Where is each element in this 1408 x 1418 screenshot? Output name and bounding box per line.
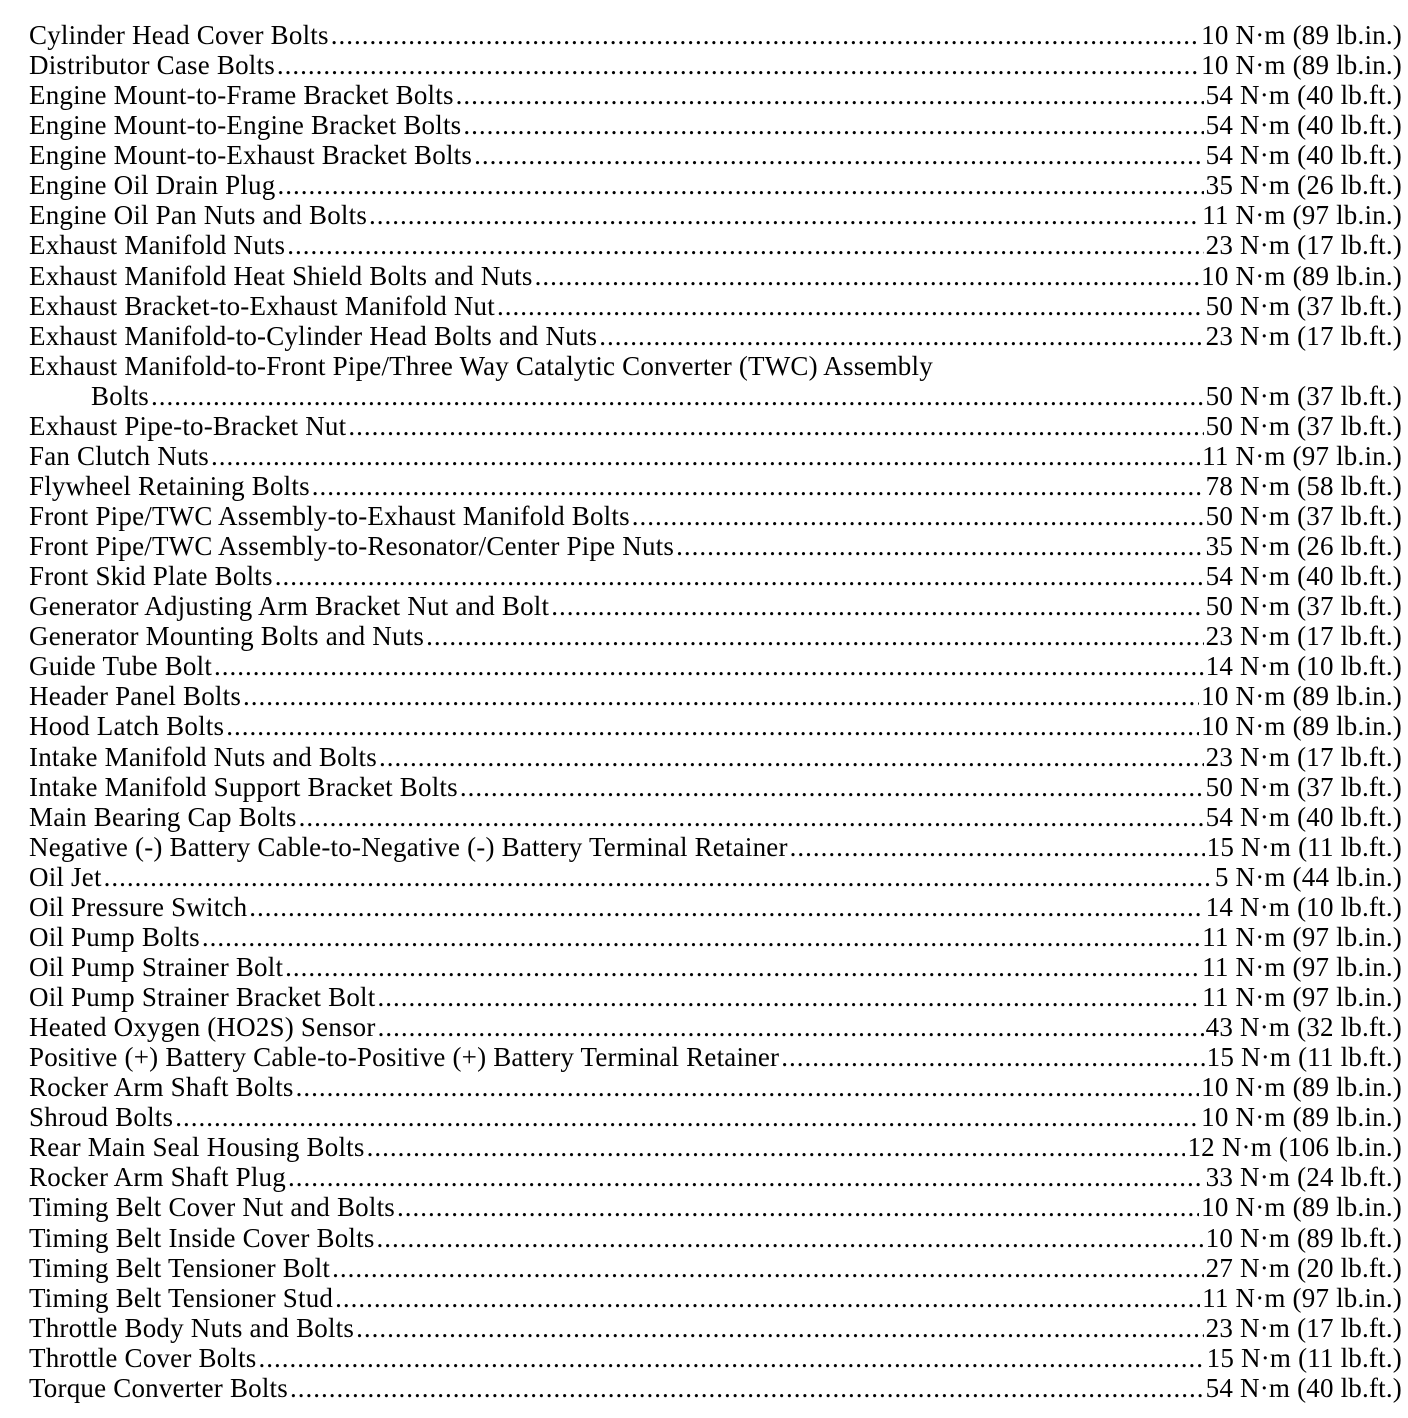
- spec-value: 54 N·m (40 lb.ft.): [1205, 801, 1402, 832]
- spec-value: 23 N·m (17 lb.ft.): [1205, 1312, 1402, 1343]
- spec-row: [29, 711, 1402, 741]
- spec-value: 14 N·m (10 lb.ft.): [1205, 891, 1402, 922]
- spec-row: [29, 501, 1402, 531]
- spec-row: [29, 1072, 1402, 1102]
- spec-label: Bolts: [91, 380, 150, 411]
- spec-value: 50 N·m (37 lb.ft.): [1205, 380, 1402, 411]
- dot-leader: [535, 261, 1200, 291]
- spec-value: 33 N·m (24 lb.ft.): [1205, 1162, 1402, 1193]
- spec-value: 78 N·m (58 lb.ft.): [1205, 470, 1402, 501]
- spec-label: Oil Pump Strainer Bracket Bolt: [29, 982, 376, 1012]
- spec-label: Exhaust Pipe-to-Bracket Nut: [29, 410, 347, 441]
- dot-leader: [275, 561, 1204, 591]
- spec-label: Oil Jet: [29, 861, 102, 892]
- spec-row: [29, 261, 1402, 291]
- spec-label: Intake Manifold Nuts and Bolts: [29, 741, 377, 772]
- spec-row: [29, 1223, 1402, 1253]
- spec-value: 12 N·m (106 lb.in.): [1187, 1132, 1402, 1163]
- dot-leader: [243, 681, 1199, 711]
- spec-label: Rocker Arm Shaft Bolts: [29, 1072, 294, 1103]
- spec-label: Header Panel Bolts: [29, 681, 242, 712]
- spec-label: Negative (-) Battery Cable-to-Negative (-) Battery Terminal Retainer: [29, 831, 788, 862]
- dot-leader: [104, 862, 1213, 892]
- spec-row: [29, 621, 1402, 651]
- dot-leader: [781, 1042, 1204, 1072]
- spec-row: [29, 531, 1402, 561]
- spec-row: [29, 200, 1402, 230]
- dot-leader: [335, 1283, 1200, 1313]
- spec-label: Exhaust Bracket-to-Exhaust Manifold Nut: [29, 290, 495, 321]
- torque-spec-list: [29, 20, 1402, 1403]
- dot-leader: [790, 832, 1205, 862]
- dot-leader: [599, 321, 1203, 351]
- spec-row: [29, 922, 1402, 952]
- spec-label: Distributor Case Bolts: [29, 50, 275, 81]
- spec-label: Shroud Bolts: [29, 1102, 174, 1133]
- spec-row: [29, 110, 1402, 140]
- spec-value: 23 N·m (17 lb.ft.): [1205, 621, 1402, 652]
- dot-leader: [378, 1012, 1204, 1042]
- spec-value: 10 N·m (89 lb.in.): [1201, 1102, 1402, 1133]
- spec-label: Fan Clutch Nuts: [29, 440, 210, 471]
- spec-value: 10 N·m (89 lb.in.): [1201, 20, 1402, 50]
- spec-value: 54 N·m (40 lb.ft.): [1205, 1372, 1402, 1403]
- spec-label: Timing Belt Tensioner Bolt: [29, 1252, 331, 1283]
- spec-label: Oil Pump Bolts: [29, 921, 200, 952]
- dot-leader: [356, 1313, 1204, 1343]
- spec-label: Generator Adjusting Arm Bracket Nut and Bolt: [29, 591, 550, 622]
- spec-row: [29, 1343, 1402, 1373]
- spec-value: 10 N·m (89 lb.in.): [1201, 260, 1402, 291]
- dot-leader: [348, 411, 1203, 441]
- spec-row: [29, 832, 1402, 862]
- dot-leader: [332, 1253, 1204, 1283]
- spec-value: 10 N·m (89 lb.in.): [1201, 711, 1402, 742]
- dot-leader: [312, 471, 1204, 501]
- dot-leader: [463, 110, 1203, 140]
- spec-row: [29, 20, 1402, 50]
- spec-label: Torque Converter Bolts: [29, 1372, 288, 1403]
- spec-label: Oil Pump Strainer Bolt: [29, 951, 284, 982]
- spec-label: Timing Belt Tensioner Stud: [29, 1282, 334, 1313]
- spec-value: 23 N·m (17 lb.ft.): [1205, 741, 1402, 772]
- spec-label: Positive (+) Battery Cable-to-Positive (+) Battery Terminal Retainer: [29, 1042, 780, 1073]
- spec-label: Generator Mounting Bolts and Nuts: [29, 621, 425, 652]
- spec-row: [29, 170, 1402, 200]
- spec-row: [29, 892, 1402, 922]
- dot-leader: [151, 381, 1204, 411]
- spec-row: [29, 230, 1402, 260]
- spec-row: [29, 1162, 1402, 1192]
- dot-leader: [258, 1343, 1204, 1373]
- spec-value: 35 N·m (26 lb.ft.): [1205, 170, 1402, 201]
- dot-leader: [214, 651, 1204, 681]
- spec-row: [29, 952, 1402, 982]
- spec-row: [29, 862, 1402, 892]
- spec-row: [29, 1042, 1402, 1072]
- dot-leader: [369, 200, 1200, 230]
- spec-value: 15 N·m (11 lb.ft.): [1206, 1042, 1402, 1073]
- spec-label: Main Bearing Cap Bolts: [29, 801, 297, 832]
- dot-leader: [285, 952, 1200, 982]
- spec-value: 54 N·m (40 lb.ft.): [1205, 80, 1402, 111]
- spec-label: Hood Latch Bolts: [29, 711, 225, 742]
- spec-row: [29, 1102, 1402, 1132]
- spec-value: 10 N·m (89 lb.ft.): [1205, 1222, 1402, 1253]
- spec-value: 50 N·m (37 lb.ft.): [1205, 591, 1402, 622]
- spec-label: Oil Pressure Switch: [29, 891, 248, 922]
- spec-row: [29, 381, 1402, 411]
- dot-leader: [299, 802, 1204, 832]
- dot-leader: [287, 230, 1203, 260]
- spec-row: [29, 1373, 1402, 1403]
- spec-value: 54 N·m (40 lb.ft.): [1205, 110, 1402, 141]
- spec-label: Front Pipe/TWC Assembly-to-Resonator/Center Pipe Nuts: [29, 531, 675, 562]
- spec-row: [29, 1132, 1402, 1162]
- dot-leader: [202, 922, 1200, 952]
- spec-label: Front Pipe/TWC Assembly-to-Exhaust Manifold Bolts: [29, 501, 630, 531]
- spec-row: [29, 1283, 1402, 1313]
- dot-leader: [474, 140, 1204, 170]
- spec-label: Engine Mount-to-Engine Bracket Bolts: [29, 110, 462, 141]
- spec-label: Cylinder Head Cover Bolts: [29, 20, 329, 50]
- spec-label: Throttle Body Nuts and Bolts: [29, 1312, 355, 1343]
- spec-label: Heated Oxygen (HO2S) Sensor: [29, 1012, 376, 1043]
- spec-row: [29, 681, 1402, 711]
- spec-label: Intake Manifold Support Bracket Bolts: [29, 771, 458, 802]
- dot-leader: [551, 591, 1203, 621]
- spec-row: [29, 1253, 1402, 1283]
- spec-row: [29, 50, 1402, 80]
- dot-leader: [175, 1102, 1199, 1132]
- spec-row: [29, 742, 1402, 772]
- spec-label: Exhaust Manifold-to-Front Pipe/Three Way Catalytic Converter (TWC) Assembly: [29, 350, 933, 381]
- spec-value: 10 N·m (89 lb.in.): [1201, 1072, 1402, 1103]
- spec-value: 43 N·m (32 lb.ft.): [1205, 1012, 1402, 1043]
- spec-row: [29, 561, 1402, 591]
- spec-row: [29, 651, 1402, 681]
- spec-label: Engine Oil Pan Nuts and Bolts: [29, 200, 368, 231]
- spec-label: Flywheel Retaining Bolts: [29, 470, 310, 501]
- spec-value: 54 N·m (40 lb.ft.): [1205, 140, 1402, 171]
- dot-leader: [377, 1223, 1204, 1253]
- dot-leader: [377, 982, 1200, 1012]
- dot-leader: [397, 1192, 1199, 1222]
- dot-leader: [277, 170, 1203, 200]
- spec-label: Engine Oil Drain Plug: [29, 170, 276, 201]
- spec-value: 10 N·m (89 lb.in.): [1201, 50, 1402, 81]
- dot-leader: [632, 501, 1204, 531]
- spec-row: [29, 411, 1402, 441]
- spec-row: [29, 140, 1402, 170]
- spec-row: [29, 291, 1402, 321]
- spec-value: 50 N·m (37 lb.ft.): [1205, 290, 1402, 321]
- spec-row: [29, 591, 1402, 621]
- spec-label: Timing Belt Cover Nut and Bolts: [29, 1192, 395, 1223]
- dot-leader: [426, 621, 1204, 651]
- spec-value: 11 N·m (97 lb.in.): [1202, 921, 1402, 952]
- spec-label: Throttle Cover Bolts: [29, 1342, 257, 1373]
- spec-value: 50 N·m (37 lb.ft.): [1205, 410, 1402, 441]
- spec-value: 11 N·m (97 lb.in.): [1202, 200, 1402, 231]
- spec-label: Rear Main Seal Housing Bolts: [29, 1132, 365, 1163]
- spec-row: [29, 982, 1402, 1012]
- spec-value: 27 N·m (20 lb.ft.): [1205, 1252, 1402, 1283]
- dot-leader: [460, 772, 1204, 802]
- spec-row: [29, 802, 1402, 832]
- spec-value: 35 N·m (26 lb.ft.): [1205, 531, 1402, 562]
- spec-value: 50 N·m (37 lb.ft.): [1205, 501, 1402, 531]
- spec-value: 10 N·m (89 lb.in.): [1201, 681, 1402, 712]
- spec-row: [29, 441, 1402, 471]
- spec-label: Exhaust Manifold Nuts: [29, 230, 286, 261]
- spec-value: 5 N·m (44 lb.in.): [1214, 861, 1402, 892]
- spec-row: [29, 1313, 1402, 1343]
- dot-leader: [331, 20, 1199, 50]
- dot-leader: [249, 892, 1203, 922]
- spec-value: 11 N·m (97 lb.in.): [1202, 982, 1402, 1012]
- spec-value: 11 N·m (97 lb.in.): [1202, 1282, 1402, 1313]
- spec-label: Exhaust Manifold Heat Shield Bolts and Nuts: [29, 260, 533, 291]
- spec-label: Front Skid Plate Bolts: [29, 561, 273, 592]
- spec-label: Rocker Arm Shaft Plug: [29, 1162, 286, 1193]
- spec-label: Engine Mount-to-Exhaust Bracket Bolts: [29, 140, 473, 171]
- spec-row: [29, 1192, 1402, 1222]
- spec-value: 10 N·m (89 lb.in.): [1201, 1192, 1402, 1223]
- spec-label: Guide Tube Bolt: [29, 651, 213, 682]
- dot-leader: [277, 50, 1199, 80]
- dot-leader: [497, 291, 1204, 321]
- spec-value: 15 N·m (11 lb.ft.): [1206, 1342, 1402, 1373]
- dot-leader: [288, 1162, 1204, 1192]
- dot-leader: [379, 742, 1204, 772]
- spec-label: Engine Mount-to-Frame Bracket Bolts: [29, 80, 454, 111]
- spec-row: [29, 321, 1402, 351]
- dot-leader: [290, 1373, 1204, 1403]
- spec-value: 15 N·m (11 lb.ft.): [1206, 831, 1402, 862]
- spec-row: [29, 1012, 1402, 1042]
- spec-value: 14 N·m (10 lb.ft.): [1205, 651, 1402, 682]
- spec-value: 11 N·m (97 lb.in.): [1202, 951, 1402, 982]
- spec-value: 11 N·m (97 lb.in.): [1202, 440, 1402, 471]
- spec-value: 50 N·m (37 lb.ft.): [1205, 771, 1402, 802]
- dot-leader: [226, 711, 1199, 741]
- spec-label: Timing Belt Inside Cover Bolts: [29, 1222, 375, 1253]
- spec-label: Exhaust Manifold-to-Cylinder Head Bolts and Nuts: [29, 320, 598, 351]
- dot-leader: [296, 1072, 1200, 1102]
- dot-leader: [456, 80, 1204, 110]
- spec-row: [29, 80, 1402, 110]
- spec-row: [29, 351, 1402, 381]
- spec-value: 23 N·m (17 lb.ft.): [1205, 320, 1402, 351]
- spec-value: 54 N·m (40 lb.ft.): [1205, 561, 1402, 592]
- spec-row: [29, 772, 1402, 802]
- dot-leader: [367, 1132, 1186, 1162]
- spec-value: 23 N·m (17 lb.ft.): [1205, 230, 1402, 261]
- dot-leader: [676, 531, 1204, 561]
- dot-leader: [211, 441, 1200, 471]
- spec-row: [29, 471, 1402, 501]
